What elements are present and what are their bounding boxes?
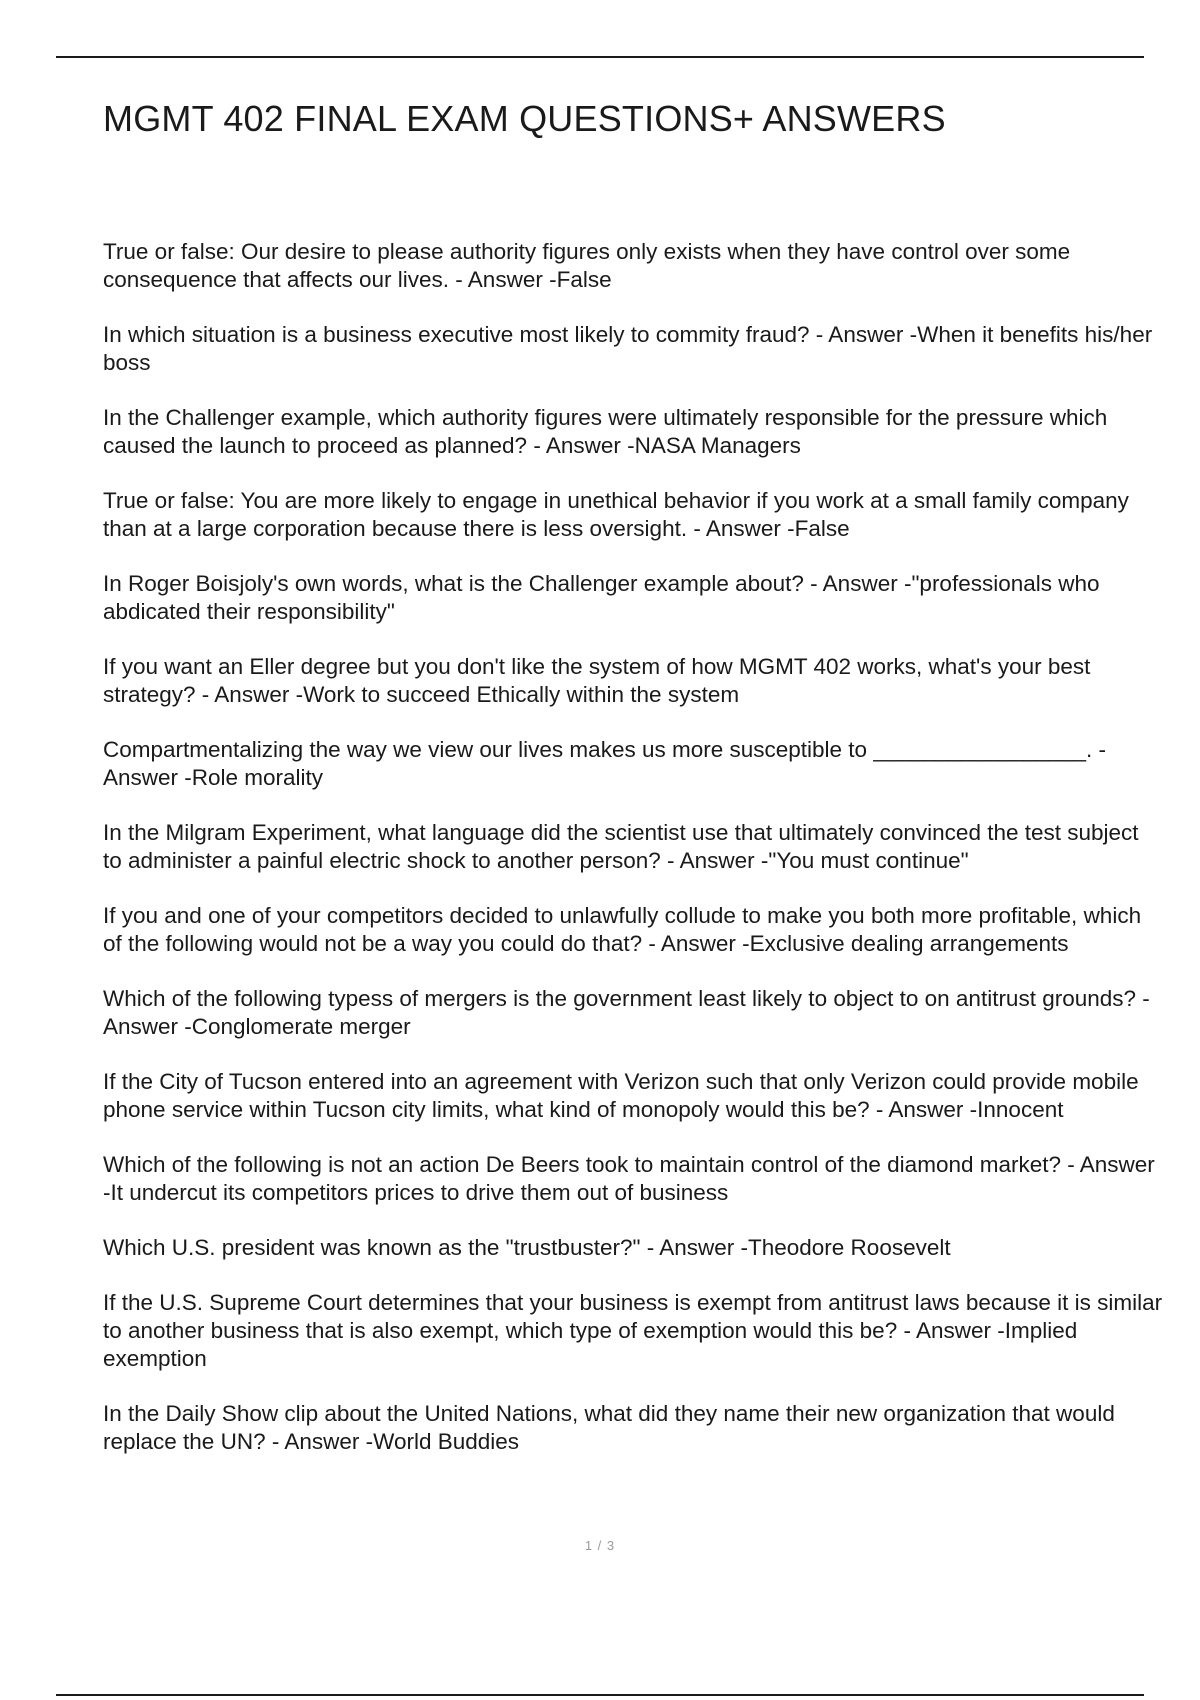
qa-item: True or false: Our desire to please authority figures only exists when they have control over some consequence that affects our lives. - Answer -False — [103, 239, 1071, 292]
qa-item: In the Milgram Experiment, what language did the scientist use that ultimately convinced the test subject to administer a painful electric shock to another person? - Answer -"You must continue" — [103, 820, 1139, 873]
qa-item: In which situation is a business executive most likely to commity fraud? - Answer -When it benefits his/her boss — [103, 322, 1153, 375]
qa-item: In Roger Boisjoly's own words, what is the Challenger example about? - Answer -"professionals who abdicated their responsibility" — [103, 571, 1100, 624]
qa-item: True or false: You are more likely to engage in unethical behavior if you work at a small family company than at a large corporation because there is less oversight. - Answer -False — [103, 488, 1129, 541]
qa-item: If you want an Eller degree but you don't like the system of how MGMT 402 works, what's your best strategy? - Answer -Work to succeed Ethically within the system — [103, 654, 1091, 707]
page-title: MGMT 402 FINAL EXAM QUESTIONS+ ANSWERS — [103, 98, 946, 139]
qa-item: Compartmentalizing the way we view our lives makes us more susceptible to _________________. - Answer -Role morality — [103, 737, 1107, 790]
bottom-divider — [56, 1694, 1144, 1696]
qa-list — [103, 238, 1163, 1483]
qa-item: Which of the following typess of mergers is the government least likely to object to on antitrust grounds? - Answer -Conglomerate merger — [103, 986, 1150, 1039]
qa-item: If you and one of your competitors decided to unlawfully collude to make you both more profitable, which of the following would not be a way you could do that? - Answer -Exclusive dealing arrangements — [103, 903, 1142, 956]
qa-item: Which of the following is not an action De Beers took to maintain control of the diamond market? - Answer -It undercut its competitors prices to drive them out of business — [103, 1152, 1155, 1205]
page-number: 1 / 3 — [584, 1538, 616, 1553]
qa-item: In the Challenger example, which authority figures were ultimately responsible for the pressure which caused the launch to proceed as planned? - Answer -NASA Managers — [103, 405, 1108, 458]
top-divider — [56, 56, 1144, 58]
qa-item: In the Daily Show clip about the United Nations, what did they name their new organization that would replace the UN? - Answer -World Buddies — [103, 1401, 1115, 1454]
qa-item: Which U.S. president was known as the "trustbuster?" - Answer -Theodore Roosevelt — [103, 1235, 951, 1260]
qa-item: If the City of Tucson entered into an agreement with Verizon such that only Verizon could provide mobile phone service within Tucson city limits, what kind of monopoly would this be? - Answer -Innocent — [103, 1069, 1139, 1122]
qa-item: If the U.S. Supreme Court determines that your business is exempt from antitrust laws because it is similar to another business that is also exempt, which type of exemption would this be? - Answer -Implied exemption — [103, 1290, 1163, 1371]
